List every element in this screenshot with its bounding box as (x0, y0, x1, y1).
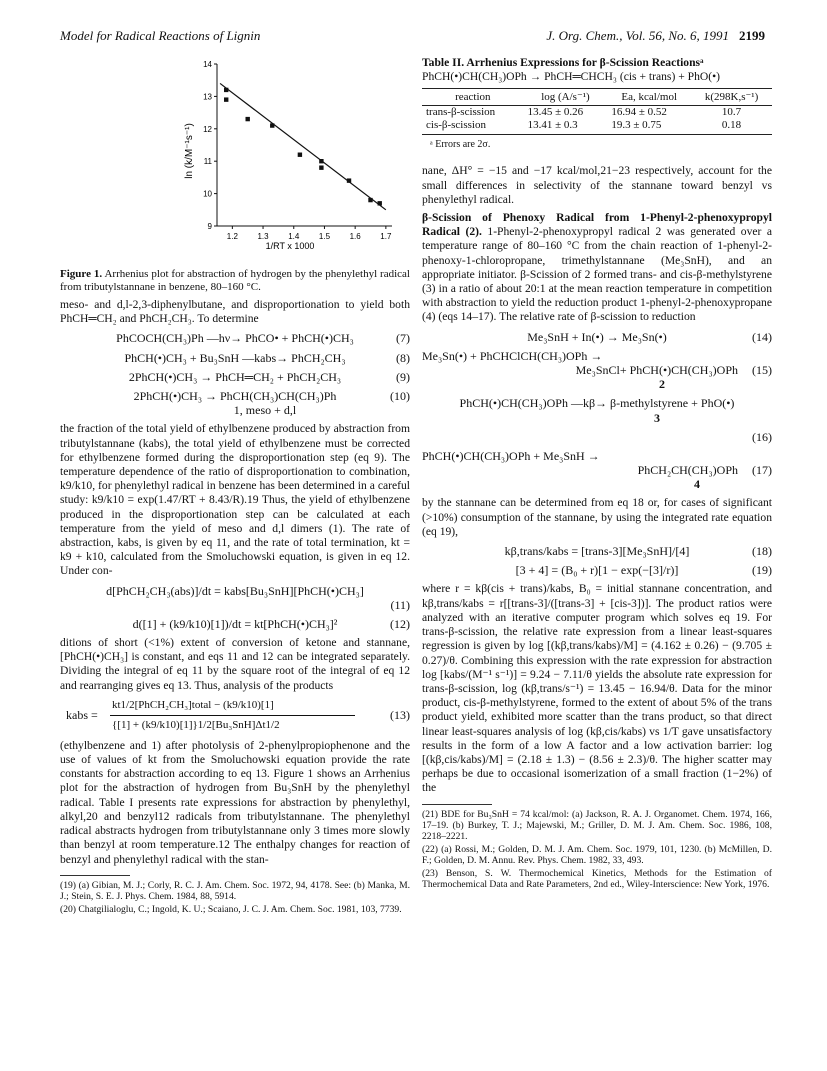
data-point (246, 117, 250, 121)
equation-number: (18) (752, 544, 772, 559)
equation-text: PhCH(•)CH₃ + Bu₃SnH —kabs→ PhCH₂CH₃ (124, 350, 346, 365)
table-cell: 0.18 (691, 119, 772, 135)
table-title: Table II. Arrhenius Expressions for β-Scission Reactionsᵃ (422, 56, 704, 69)
equation-text: 2PhCH(•)CH₃ → PhCH═CH₂ + PhCH₂CH₃ (128, 369, 342, 384)
equation-16-number (422, 430, 772, 444)
equation-15-label (422, 377, 772, 391)
paragraph: where r = kβ(cis + trans)/kabs, B₀ = initial stannane concentration, and kβ,trans/kabs = r[[trans-3]/([trans-3] + [cis-3])]. The product ratios were analyzed with an iterative computer program which solves eq 19. For trans-β-scission, the relative rate expression from a linear least-squares regression is given by log [(kβ,trans/kabs)/M] = (4.162 ± 0.26) − (9.705 ± 0.27)/θ. Combining this expression with the rate expression for abstraction log [kabs/(M⁻¹ s⁻¹)] = 9.24 − 7.11/θ yields the absolute rate expression for trans-β-scission, log (kβ,trans/s⁻¹) = 13.45 − 16.94/θ. Data for the minor product, cis-β-methylstyrene, formed to the extent of about 5% of the trans product yield, exhibited more scatter than the trans product, so that direct linear least-squares analysis of log (kβ,cis/kabs) vs 1/T gave unsatisfactory results in the form of a low A factor and a low activation barrier: log [(kβ,cis/kabs)/M] = (2.18 ± 1.3) − (8.56 ± 2.3)/θ. The higher scatter may perhaps be due to occasional isomerization of a small fraction (1−2%) of the (422, 582, 772, 795)
equation-12 (60, 617, 410, 631)
table-footnote: ᵃ Errors are 2σ. (430, 139, 491, 151)
table-header: reaction (422, 89, 524, 106)
x-tick-label: 1.5 (318, 232, 331, 241)
eq13-denominator: {[1] + (k9/k10)[1]}1/2[Bu₃SnH]Δt1/2 (112, 718, 280, 731)
equation-number: (19) (752, 563, 772, 578)
table-cell: 13.45 ± 0.26 (527, 106, 584, 119)
equation-text: PhCH(•)CH(CH₃)OPh —kβ→ β-methylstyrene + PhO(•) (459, 396, 735, 411)
paragraph: (ethylbenzene and 1) after photolysis of 2-phenylpropiophenone and the use of values of kt from the Smoluchowski equation provide the rate constants for abstraction according to eq 13. Figure 1 shows an Arrhenius plot for the abstraction of hydrogen from Bu₃SnH by the phenylethyl radical. Table I presents rate expressions for abstraction by phenylethyl, alkyl,20 and benzyl12 radicals from tributylstannane. The phenylethyl radical abstracts hydrogen from tributylstannane only 3 times more slowly than benzyl at room temperature.12 The enthalpy changes for reaction of benzyl and phenylethyl radical with the stan- (60, 738, 410, 866)
y-tick-label: 13 (203, 92, 212, 102)
data-point (270, 123, 274, 127)
table-cell: cis-β-scission (422, 119, 524, 135)
table-header: Ea, kcal/mol (607, 89, 691, 106)
running-title: Model for Radical Reactions of Lignin (60, 28, 261, 43)
equation-10 (60, 389, 410, 403)
equation-8 (60, 351, 410, 365)
equation-number: (10) (390, 389, 410, 404)
equation-text: [3 + 4] = (B₀ + r)[1 − exp(−[3]/r)] (515, 563, 679, 578)
equation-17-label (422, 477, 772, 491)
equation-9 (60, 370, 410, 384)
equation-16-label (422, 411, 772, 425)
footnote-22: (22) (a) Rossi, M.; Golden, D. M. J. Am. Chem. Soc. 1979, 101, 1230. (b) McMillen, D. F.; Golden, D. M. Annu. Rev. Phys. Chem. 1982, 33, 493. (422, 843, 772, 867)
equation-number: (9) (396, 369, 410, 384)
page-number: 2199 (739, 28, 765, 43)
equation-11 (60, 584, 410, 598)
table-cell: 16.94 ± 0.52 (611, 106, 667, 119)
table-cell: 10.7 (721, 106, 742, 119)
y-tick-label: 12 (203, 124, 212, 134)
journal-citation (546, 28, 765, 44)
figure-caption (60, 268, 410, 294)
data-point (224, 97, 228, 101)
paragraph: nane, ΔH° = −15 and −17 kcal/mol,21−23 respectively, account for the small differences in selectivity of the stannane toward benzyl vs phenylethyl radical. (422, 164, 772, 206)
eq13-numerator: kt1/2[PhCH₂CH₃]total − (k9/k10)[1] (112, 698, 274, 711)
paragraph: meso- and d,l-2,3-diphenylbutane, and disproportionation to yield both PhCH═CH₂ and PhCH₂CH₃. To determine (60, 298, 410, 326)
footnote-20: (20) Chatgilialoglu, C.; Ingold, K. U.; Scaiano, J. C. J. Am. Chem. Soc. 1981, 103, 7739. (60, 903, 402, 915)
eq13-fraction-bar (110, 715, 355, 716)
footnote-19: (19) (a) Gibian, M. J.; Corly, R. C. J. Am. Chem. Soc. 1972, 94, 4178. See: (b) Manka, M. J.; Stein, S. E. J. Phys. Chem. 1984, 88, 5914. (60, 879, 410, 903)
equation-17-product (422, 463, 772, 477)
equation-number: (13) (390, 707, 410, 722)
equation-10-label (60, 403, 410, 417)
data-point (298, 153, 302, 157)
equation-15 (422, 349, 772, 363)
equation-15-product (422, 363, 772, 377)
equation-text: Me₃Sn(•) + PhCHClCH(CH₃)OPh → (422, 348, 603, 363)
section-paragraph (422, 211, 772, 325)
data-point (368, 198, 372, 202)
table-header: log (A/s⁻¹) (524, 89, 608, 106)
y-tick-label: 14 (203, 60, 212, 69)
paragraph-text: 1-Phenyl-2-phenoxypropyl radical 2 was generated over a temperature range of 80–160 °C from the chain reaction of 1-phenyl-2-phenoxy-1-chloropropane, trimethylstannane (Me₃SnH), and an appropriate initiator. β-Scission of 2 formed trans- and cis-β-methylstyrene (3) in a ratio of about 20:1 at the mean reaction temperature in competition with abstraction to yield the reduction product 1-phenyl-2-phenoxypropane (4) (eqs 14–17). The relative rate of β-scission to reduction (422, 225, 772, 324)
paragraph: by the stannane can be determined from eq 18 or, for cases of significant (>10%) consumption of the stannane, by using the integrated rate equation (eq 19), (422, 496, 772, 538)
equation-text: PhCOCH(CH₃)Ph —hν→ PhCO• + PhCH(•)CH₃ (116, 331, 354, 346)
equation-number: (11) (390, 597, 410, 612)
data-point (347, 178, 351, 182)
caption-label: Figure 1. (60, 268, 103, 280)
arrhenius-table (422, 88, 772, 135)
figure-1 (60, 56, 410, 266)
paragraph: the fraction of the total yield of ethylbenzene produced by abstraction from tributylstannane (kabs), the total yield of ethylbenzene must be corrected for ethylbenzene formed during the disproportionation step (eq 9). The temperature dependence of the ratio of disproportionation to combination, k9/k10, for phenylethyl radical in benzene has been determined in a careful study: k9/k10 = exp(1.47/RT + 8.43/R).19 Thus, the yield of ethylbenzene produced in the disproportionation step can be calculated at each temperature from the yield of meso and d,l dimers (1). The rate of abstraction, kabs, is given by eq 11, and the rate of total termination, kt = k9 + k10, calculated from the Smoluchowski equation, is given in eq 12. Under con- (60, 422, 410, 578)
data-point (319, 159, 323, 163)
y-axis-label: ln (k/M⁻¹s⁻¹) (184, 123, 195, 179)
equation-14 (422, 330, 772, 344)
x-tick-label: 1.6 (349, 232, 361, 241)
equation-text: 2PhCH(•)CH₃ → PhCH(CH₃)CH(CH₃)Ph (133, 389, 337, 404)
equation-number: (12) (390, 616, 410, 631)
right-column (422, 56, 772, 890)
footnote-23: (23) Benson, S. W. Thermochemical Kinetics, Methods for the Estimation of Thermochemical Data and Rate Parameters, 2nd ed., Wiley-Interscience: New York, 1976. (422, 867, 772, 890)
caption-text: Arrhenius plot for abstraction of hydrogen by the phenylethyl radical from tributylstannane in benzene, 80–160 °C. (60, 268, 410, 293)
table-row (422, 106, 772, 120)
equation-text: d([1] + (k9/k10)[1])/dt = kt[PhCH(•)CH₃]² (132, 616, 338, 631)
equation-16 (422, 396, 772, 410)
x-axis-label: 1/RT x 1000 (265, 241, 315, 251)
left-column (60, 56, 410, 915)
compound-label: 3 (654, 410, 660, 425)
arrhenius-plot (172, 56, 402, 256)
equation-17 (422, 449, 772, 463)
equation-text: d[PhCH₂CH₃(abs)]/dt = kabs[Bu₃SnH][PhCH(•)CH₃] (106, 583, 364, 598)
journal-name: J. Org. Chem., Vol. 56, No. 6, 1991 (546, 28, 729, 43)
table-cell: 19.3 ± 0.75 (607, 119, 691, 135)
equation-text: Me₃SnH + In(•) → Me₃Sn(•) (527, 329, 667, 344)
fit-line (220, 83, 386, 209)
y-tick-label: 9 (207, 222, 212, 231)
table-header: k(298K,s⁻¹) (691, 89, 772, 106)
equation-19 (422, 563, 772, 577)
equation-number: (7) (396, 331, 410, 346)
paragraph: ditions of short (<1%) extent of conversion of ketone and stannane, [PhCH(•)CH₃] is constant, and eqs 11 and 12 can be integrated separately. Dividing the integral of eq 11 by the square root of the integral of eq 12 and rearranging gives eq 13. Thus, analysis of the products (60, 636, 410, 692)
equation-number: (17) (752, 463, 772, 478)
table-header-row (422, 89, 772, 106)
equation-7 (60, 331, 410, 345)
equation-text: kβ,trans/kabs = [trans-3][Me₃SnH]/[4] (504, 544, 690, 559)
data-point (224, 88, 228, 92)
equation-text: PhCH₂CH(CH₃)OPh (637, 463, 738, 478)
x-tick-label: 1.7 (380, 232, 392, 241)
table-row (422, 119, 772, 135)
table-cell: 13.41 ± 0.3 (524, 119, 608, 135)
y-tick-label: 10 (203, 189, 212, 199)
equation-number: (16) (752, 429, 772, 444)
equation-number: (15) (752, 363, 772, 378)
equation-label: 1, meso + d,l (233, 403, 297, 418)
section-heading: β-Scission of Phenoxy Radical from 1-Phenyl-2-phenoxypropyl Radical (2). (422, 211, 772, 239)
data-point (378, 201, 382, 205)
y-tick-label: 11 (203, 157, 212, 167)
compound-label: 2 (659, 377, 665, 392)
equation-number: (14) (752, 329, 772, 344)
x-tick-label: 1.4 (288, 232, 300, 241)
data-point (319, 165, 323, 169)
table-cell: trans-β-scission (426, 106, 496, 119)
compound-label: 4 (694, 477, 700, 492)
eq13-lhs: kabs = (66, 707, 98, 722)
footnote-rule (422, 804, 492, 805)
equation-text: PhCH(•)CH(CH₃)OPh + Me₃SnH → (422, 448, 600, 463)
x-tick-label: 1.3 (257, 232, 269, 241)
equation-18 (422, 544, 772, 558)
equation-11-number (60, 598, 410, 612)
equation-text: Me₃SnCl+ PhCH(•)CH(CH₃)OPh (575, 363, 738, 378)
equation-13 (60, 698, 410, 734)
x-tick-label: 1.2 (226, 232, 238, 241)
footnote-rule (60, 875, 130, 876)
table-subtitle: PhCH(•)CH(CH₃)OPh → PhCH═CHCH₃ (cis + trans) + PhO(•) (422, 70, 721, 83)
equation-number: (8) (396, 350, 410, 365)
footnote-21: (21) BDE for Bu₃SnH = 74 kcal/mol: (a) Jackson, R. A. J. Organomet. Chem. 1974, 166, 17–19. (b) Burkey, T. J.; Majewski, M.; Griller, D. M. J. Am. Chem. Soc. 1986, 108, 2218–2221. (422, 808, 772, 843)
